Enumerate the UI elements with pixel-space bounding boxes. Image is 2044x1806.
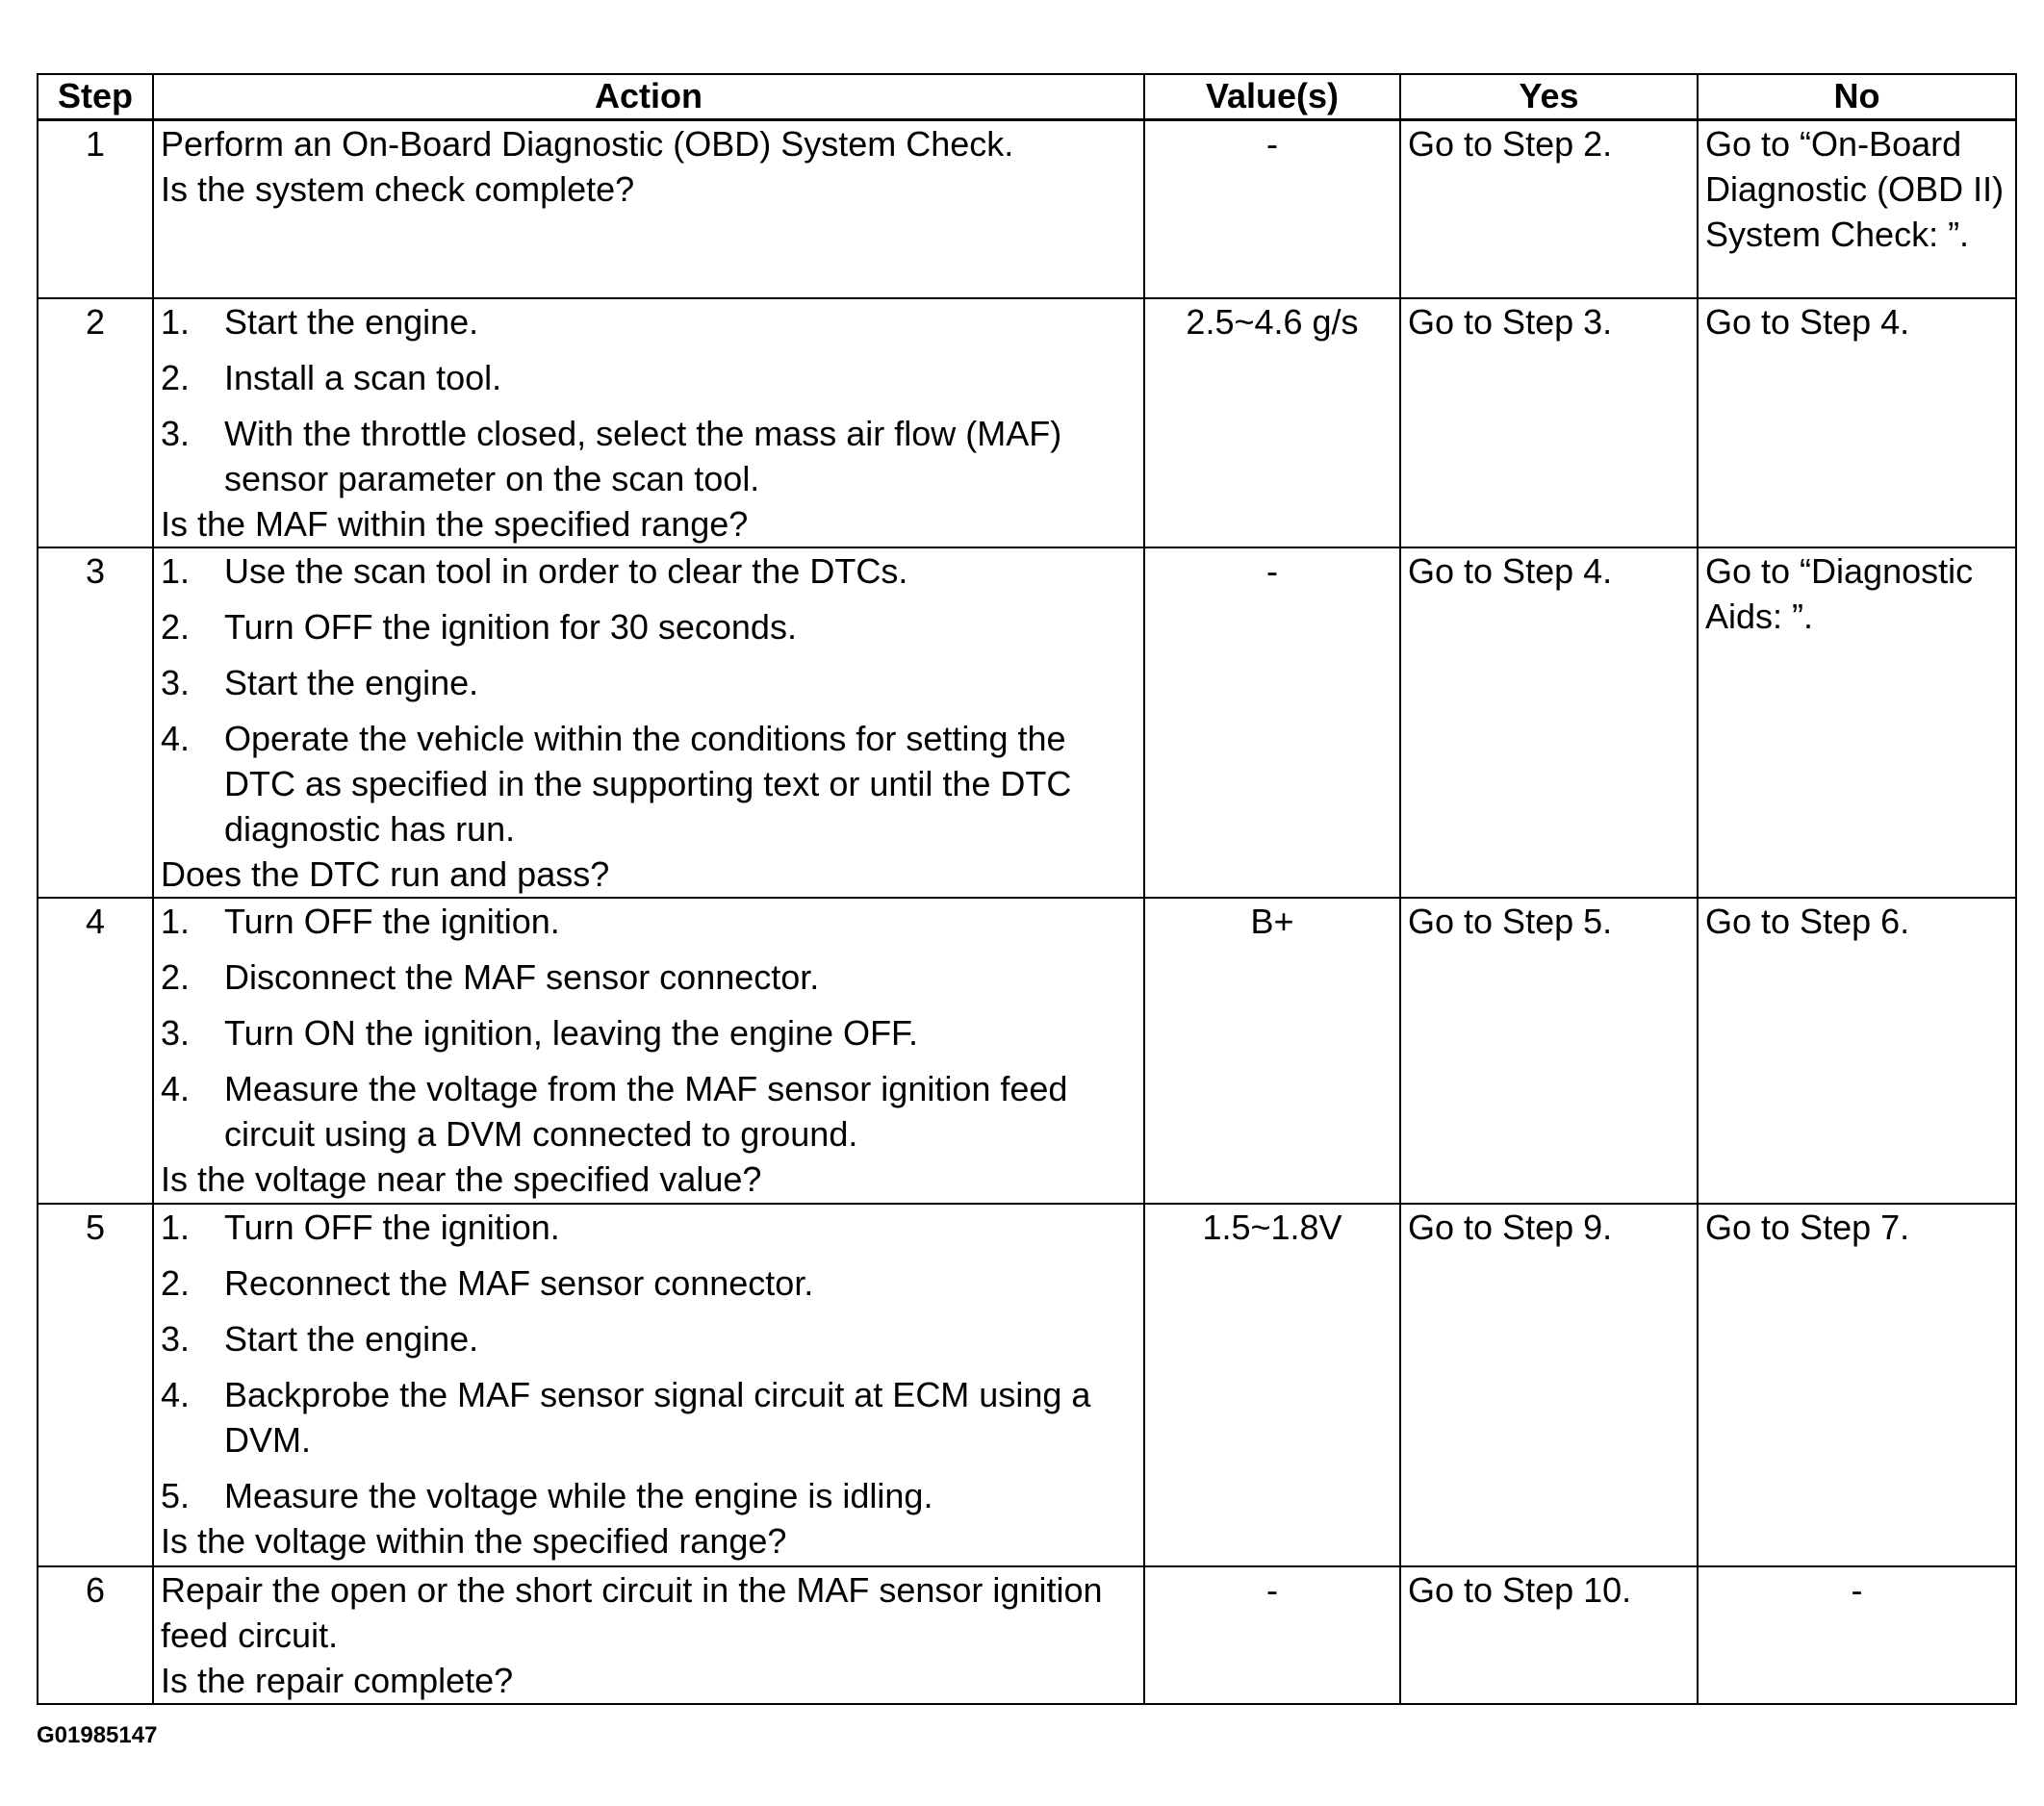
list-item-number: 4.: [161, 719, 191, 758]
no-cell: Go to Step 7.: [1698, 1204, 2016, 1566]
table-row: [38, 119, 2016, 298]
step-number: 6: [38, 1566, 153, 1704]
list-item: [161, 355, 1137, 400]
list-item-number: 5.: [161, 1476, 191, 1515]
list-item: [161, 660, 1137, 705]
table-row: [38, 547, 2016, 898]
header-no: No: [1698, 74, 2016, 119]
step-number: 2: [38, 298, 153, 547]
list-item-text: Start the engine.: [224, 302, 479, 342]
list-item: [161, 716, 1137, 852]
list-item-text: Turn OFF the ignition.: [224, 1208, 560, 1247]
action-question: Is the voltage near the specified value?: [161, 1159, 762, 1199]
list-item: [161, 604, 1137, 649]
action-cell: [153, 547, 1144, 898]
action-steps-list: [161, 299, 1137, 501]
list-item-text: Operate the vehicle within the conditions for setting the DTC as specified in the supporting text or until the DTC diagnostic has run.: [224, 719, 1072, 849]
list-item-text: Install a scan tool.: [224, 358, 502, 397]
step-number: 3: [38, 547, 153, 898]
table-row: [38, 1566, 2016, 1704]
action-text: Repair the open or the short circuit in the MAF sensor ignition feed circuit.: [161, 1570, 1103, 1655]
yes-cell: Go to Step 2.: [1400, 119, 1698, 298]
list-item-number: 2.: [161, 1263, 191, 1303]
table-row: [38, 298, 2016, 547]
step-number: 4: [38, 898, 153, 1204]
diagnostic-table: [37, 73, 2017, 1705]
no-cell: -: [1698, 1566, 2016, 1704]
no-cell: Go to Step 6.: [1698, 898, 2016, 1204]
no-cell: Go to “On-Board Diagnostic (OBD II) System Check: ”.: [1698, 119, 2016, 298]
yes-cell: Go to Step 10.: [1400, 1566, 1698, 1704]
table-row: [38, 898, 2016, 1204]
action-steps-list: [161, 1205, 1137, 1518]
list-item-number: 1.: [161, 302, 191, 342]
list-item-number: 3.: [161, 1013, 191, 1053]
value-cell: -: [1144, 1566, 1400, 1704]
list-item-text: Measure the voltage from the MAF sensor ignition feed circuit using a DVM connected to ground.: [224, 1069, 1068, 1154]
list-item-number: 1.: [161, 902, 191, 941]
yes-cell: Go to Step 4.: [1400, 547, 1698, 898]
list-item: [161, 548, 1137, 594]
action-question: Is the voltage within the specified range?: [161, 1521, 787, 1561]
list-item: [161, 899, 1137, 944]
yes-cell: Go to Step 3.: [1400, 298, 1698, 547]
header-step: Step: [38, 74, 153, 119]
list-item-text: Turn ON the ignition, leaving the engine OFF.: [224, 1013, 919, 1053]
action-question: Is the repair complete?: [161, 1661, 514, 1700]
list-item-number: 1.: [161, 1208, 191, 1247]
value-cell: 2.5~4.6 g/s: [1144, 298, 1400, 547]
action-cell: [153, 119, 1144, 298]
list-item-text: Use the scan tool in order to clear the DTCs.: [224, 551, 908, 591]
list-item-number: 2.: [161, 358, 191, 397]
table-header-row: [38, 74, 2016, 119]
yes-cell: Go to Step 5.: [1400, 898, 1698, 1204]
step-number: 5: [38, 1204, 153, 1566]
list-item: [161, 1473, 1137, 1518]
value-cell: 1.5~1.8V: [1144, 1204, 1400, 1566]
list-item: [161, 1260, 1137, 1306]
list-item-number: 2.: [161, 957, 191, 997]
list-item-text: Start the engine.: [224, 663, 479, 702]
value-cell: -: [1144, 119, 1400, 298]
list-item: [161, 299, 1137, 344]
header-action: Action: [153, 74, 1144, 119]
list-item: [161, 954, 1137, 1000]
action-steps-list: [161, 899, 1137, 1157]
action-cell: [153, 298, 1144, 547]
action-cell: [153, 898, 1144, 1204]
yes-cell: Go to Step 9.: [1400, 1204, 1698, 1566]
list-item: [161, 411, 1137, 501]
list-item: [161, 1205, 1137, 1250]
list-item: [161, 1316, 1137, 1361]
list-item-number: 4.: [161, 1375, 191, 1414]
value-cell: -: [1144, 547, 1400, 898]
figure-code: G01985147: [37, 1722, 158, 1748]
list-item-text: Backprobe the MAF sensor signal circuit at ECM using a DVM.: [224, 1375, 1091, 1460]
list-item-text: Turn OFF the ignition.: [224, 902, 560, 941]
list-item-text: Measure the voltage while the engine is idling.: [224, 1476, 933, 1515]
list-item: [161, 1010, 1137, 1056]
list-item-text: Turn OFF the ignition for 30 seconds.: [224, 607, 797, 647]
list-item: [161, 1066, 1137, 1157]
header-values: Value(s): [1144, 74, 1400, 119]
list-item-number: 3.: [161, 663, 191, 702]
action-question: Is the system check complete?: [161, 168, 635, 209]
table-body: [38, 119, 2016, 1704]
list-item-number: 4.: [161, 1069, 191, 1108]
action-question: Is the MAF within the specified range?: [161, 504, 749, 544]
step-number: 1: [38, 119, 153, 298]
header-yes: Yes: [1400, 74, 1698, 119]
list-item-number: 1.: [161, 551, 191, 591]
table-row: [38, 1204, 2016, 1566]
list-item-text: Disconnect the MAF sensor connector.: [224, 957, 820, 997]
no-cell: Go to Step 4.: [1698, 298, 2016, 547]
value-cell: B+: [1144, 898, 1400, 1204]
list-item-number: 2.: [161, 607, 191, 647]
action-question: Does the DTC run and pass?: [161, 854, 610, 894]
list-item-number: 3.: [161, 414, 191, 453]
list-item-text: With the throttle closed, select the mass air flow (MAF) sensor parameter on the scan tool.: [224, 414, 1062, 498]
action-cell: [153, 1204, 1144, 1566]
list-item-number: 3.: [161, 1319, 191, 1359]
list-item-text: Reconnect the MAF sensor connector.: [224, 1263, 814, 1303]
action-steps-list: [161, 548, 1137, 852]
action-text: Perform an On-Board Diagnostic (OBD) System Check.: [161, 123, 1014, 164]
no-cell: Go to “Diagnostic Aids: ”.: [1698, 547, 2016, 898]
list-item-text: Start the engine.: [224, 1319, 479, 1359]
list-item: [161, 1372, 1137, 1463]
action-cell: [153, 1566, 1144, 1704]
